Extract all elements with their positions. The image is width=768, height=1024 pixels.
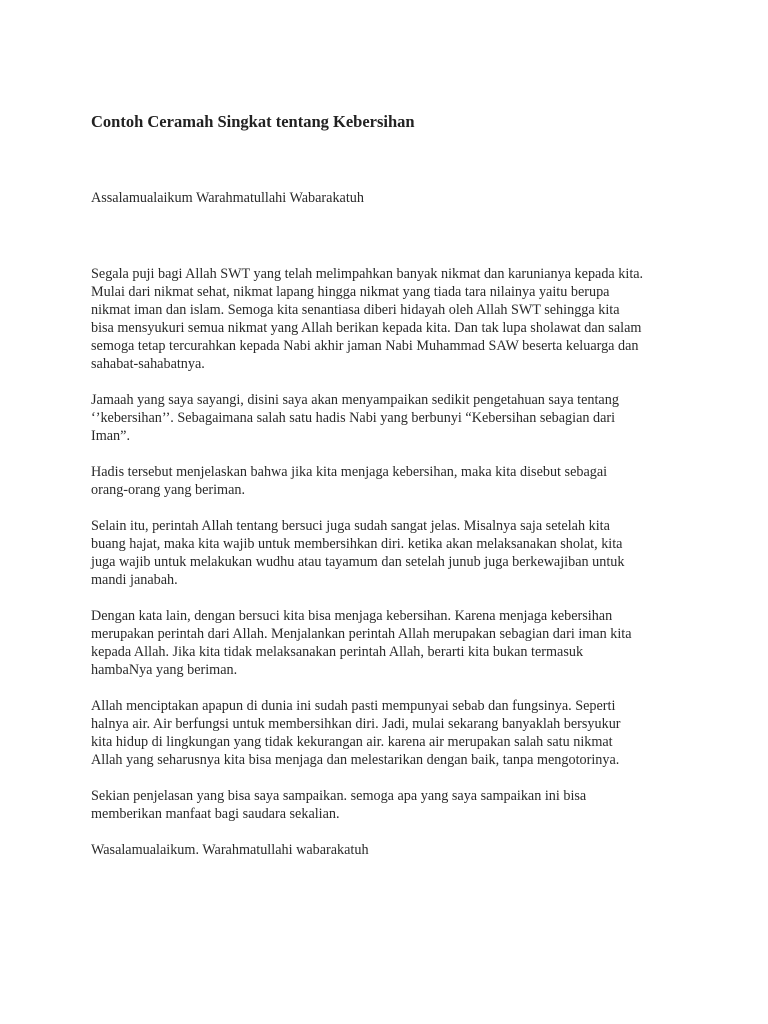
paragraph-hadith-explanation [91,463,691,499]
paragraph-line: bisa mensyukuri semua nikmat yang Allah berikan kepada kita. Dan tak lupa sholawat dan salam [91,320,642,336]
paragraph-line: kita hidup di lingkungan yang tidak kekurangan air. karena air merupakan salah satu nikmat [91,734,613,750]
paragraph-line: semoga tetap tercurahkan kepada Nabi akhir jaman Nabi Muhammad SAW beserta keluarga dan [91,338,639,354]
paragraph-line: orang-orang yang beriman. [91,482,246,498]
document-title: Contoh Ceramah Singkat tentang Kebersihan [91,112,415,131]
paragraph-opening [91,265,691,373]
greeting-text: Assalamualaikum Warahmatullahi Wabarakatuh [91,190,364,206]
paragraph-line: juga wajib untuk melakukan wudhu atau tayamum dan setelah junub juga berkewajiban untuk [91,554,625,570]
paragraph-water [91,697,691,769]
paragraph-line: Hadis tersebut menjelaskan bahwa jika kita menjaga kebersihan, maka kita disebut sebagai [91,464,608,480]
document-content [91,112,691,859]
paragraph-line: Mulai dari nikmat sehat, nikmat lapang hingga nikmat yang tiada tara nilainya yaitu berupa [91,284,610,300]
paragraph-line: Wasalamualaikum. Warahmatullahi wabarakatuh [91,842,369,858]
paragraph-line: Allah menciptakan apapun di dunia ini sudah pasti mempunyai sebab dan fungsinya. Seperti [91,698,616,714]
paragraph-line: hambaNya yang beriman. [91,662,238,678]
paragraph-line: merupakan perintah dari Allah. Menjalankan perintah Allah merupakan sebagian dari iman kita [91,626,632,642]
paragraph-farewell [91,841,691,859]
paragraph-line: ‘’kebersihan’’. Sebagaimana salah satu hadis Nabi yang berbunyi “Kebersihan sebagian dari [91,410,616,426]
paragraph-line: nikmat iman dan islam. Semoga kita senantiasa diberi hidayah oleh Allah SWT sehingga kita [91,302,620,318]
paragraph-line: buang hajat, maka kita wajib untuk membersihkan diri. ketika akan melaksanakan sholat, kita [91,536,623,552]
paragraph-purification [91,517,691,589]
paragraph-line: Segala puji bagi Allah SWT yang telah melimpahkan banyak nikmat dan karunianya kepada kita. [91,266,644,282]
paragraph-line: Sekian penjelasan yang bisa saya sampaikan. semoga apa yang saya sampaikan ini bisa [91,788,587,804]
paragraph-line: mandi janabah. [91,572,178,588]
paragraph-line: Jamaah yang saya sayangi, disini saya akan menyampaikan sedikit pengetahuan saya tentang [91,392,619,408]
paragraph-introduction [91,391,691,445]
paragraph-line: sahabat-sahabatnya. [91,356,205,372]
paragraph-closing [91,787,691,823]
paragraph-line: Selain itu, perintah Allah tentang bersuci juga sudah sangat jelas. Misalnya saja setelah kita [91,518,610,534]
paragraph-line: memberikan manfaat bagi saudara sekalian. [91,806,340,822]
paragraph-line: Allah yang seharusnya kita bisa menjaga dan melestarikan dengan baik, tanpa mengotorinya. [91,752,620,768]
paragraph-line: Iman”. [91,428,130,444]
paragraph-cleanliness-faith [91,607,691,679]
paragraph-line: halnya air. Air berfungsi untuk membersihkan diri. Jadi, mulai sekarang banyaklah bersyukur [91,716,621,732]
paragraph-line: kepada Allah. Jika kita tidak melaksanakan perintah Allah, berarti kita bukan termasuk [91,644,584,660]
paragraph-line: Dengan kata lain, dengan bersuci kita bisa menjaga kebersihan. Karena menjaga kebersihan [91,608,613,624]
